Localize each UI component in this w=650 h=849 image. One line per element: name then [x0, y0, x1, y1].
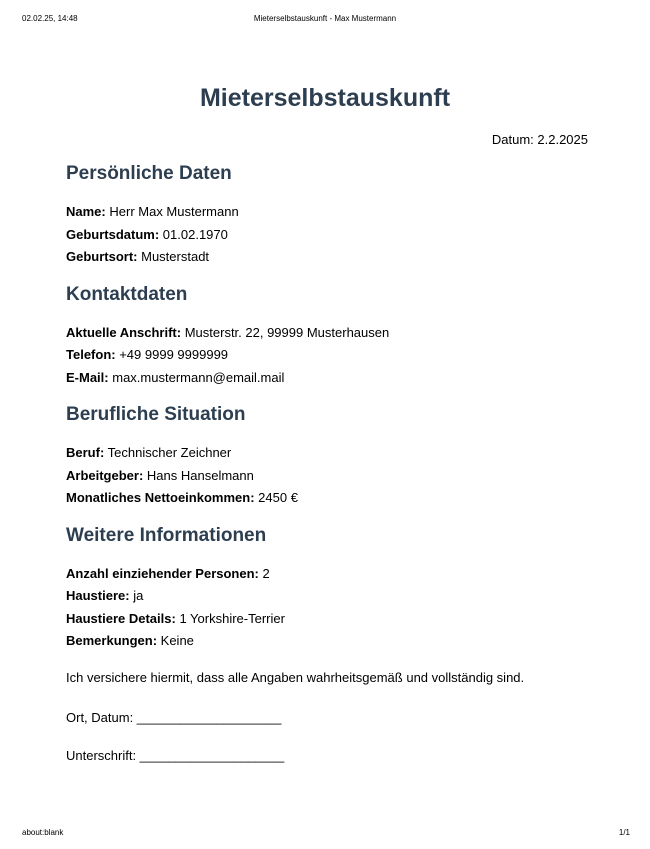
- field-label: Telefon:: [66, 347, 116, 362]
- print-page-count: 1/1: [618, 828, 630, 837]
- field-value: Hans Hanselmann: [146, 467, 254, 483]
- field-employer: [66, 465, 596, 488]
- section-employment: [66, 404, 596, 510]
- section-heading: Weitere Informationen: [66, 524, 267, 546]
- field-label: Arbeitgeber:: [66, 467, 144, 483]
- field-list: [66, 322, 596, 390]
- field-value: Musterstadt: [141, 249, 210, 264]
- field-value: 1 Yorkshire-Terrier: [179, 610, 285, 626]
- field-pets: [66, 585, 596, 608]
- print-timestamp: 02.02.25, 14:48: [22, 14, 78, 23]
- field-pet-details: [66, 608, 596, 631]
- field-value: ja: [133, 588, 144, 603]
- field-email: [66, 367, 596, 390]
- field-value: +49 9999 9999999: [119, 347, 229, 362]
- field-label: Beruf:: [66, 445, 105, 460]
- field-list: [66, 442, 596, 510]
- section-heading: Kontaktdaten: [66, 283, 188, 305]
- field-value: Herr Max Mustermann: [109, 204, 239, 219]
- field-value: Technischer Zeichner: [107, 445, 232, 460]
- signature-line: Unterschrift: ____________________: [66, 748, 285, 763]
- field-occupant-count: [66, 563, 596, 586]
- field-label: Name:: [66, 204, 106, 219]
- field-net-income: [66, 487, 596, 510]
- declaration-text: Ich versichere hiermit, dass alle Angaben wahrheitsgemäß und vollständig sind.: [66, 670, 525, 685]
- field-address: [66, 322, 596, 345]
- section-contact-data: [66, 284, 596, 390]
- field-label: Geburtsdatum:: [66, 226, 160, 242]
- document-date: Datum: 2.2.2025: [491, 132, 588, 147]
- field-label: Haustiere Details:: [66, 610, 176, 626]
- field-label: Haustiere:: [66, 588, 130, 603]
- field-value: 2450 €: [258, 490, 298, 505]
- field-value: 01.02.1970: [162, 226, 228, 242]
- field-label: Aktuelle Anschrift:: [66, 324, 182, 340]
- field-remarks: [66, 630, 596, 653]
- section-heading: Persönliche Daten: [66, 163, 232, 184]
- field-label: Monatliches Nettoeinkommen:: [66, 490, 255, 505]
- field-label: E-Mail:: [66, 369, 109, 385]
- field-label: Geburtsort:: [66, 249, 138, 264]
- field-phone: [66, 344, 596, 367]
- section-further-info: [66, 525, 596, 653]
- field-birth-date: [66, 224, 596, 247]
- field-value: Keine: [160, 633, 194, 648]
- place-date-line: Ort, Datum: ____________________: [66, 710, 282, 725]
- field-birth-place: [66, 246, 596, 269]
- section-heading: Berufliche Situation: [66, 404, 246, 425]
- document-content: [66, 163, 596, 668]
- field-label: Bemerkungen:: [66, 633, 158, 648]
- field-list: [66, 563, 596, 653]
- field-label: Anzahl einziehender Personen:: [66, 565, 259, 581]
- document-title: Mieterselbstauskunft: [199, 84, 451, 112]
- section-personal-data: [66, 163, 596, 269]
- field-value: 2: [262, 565, 270, 581]
- field-occupation: [66, 442, 596, 465]
- field-value: Musterstr. 22, 99999 Musterhausen: [184, 324, 390, 340]
- field-value: max.mustermann@email.mail: [112, 369, 285, 385]
- print-page-title: Mieterselbstauskunft - Max Mustermann: [253, 14, 397, 23]
- field-name: [66, 201, 596, 224]
- field-list: [66, 201, 596, 269]
- print-footer-url: about:blank: [22, 828, 64, 837]
